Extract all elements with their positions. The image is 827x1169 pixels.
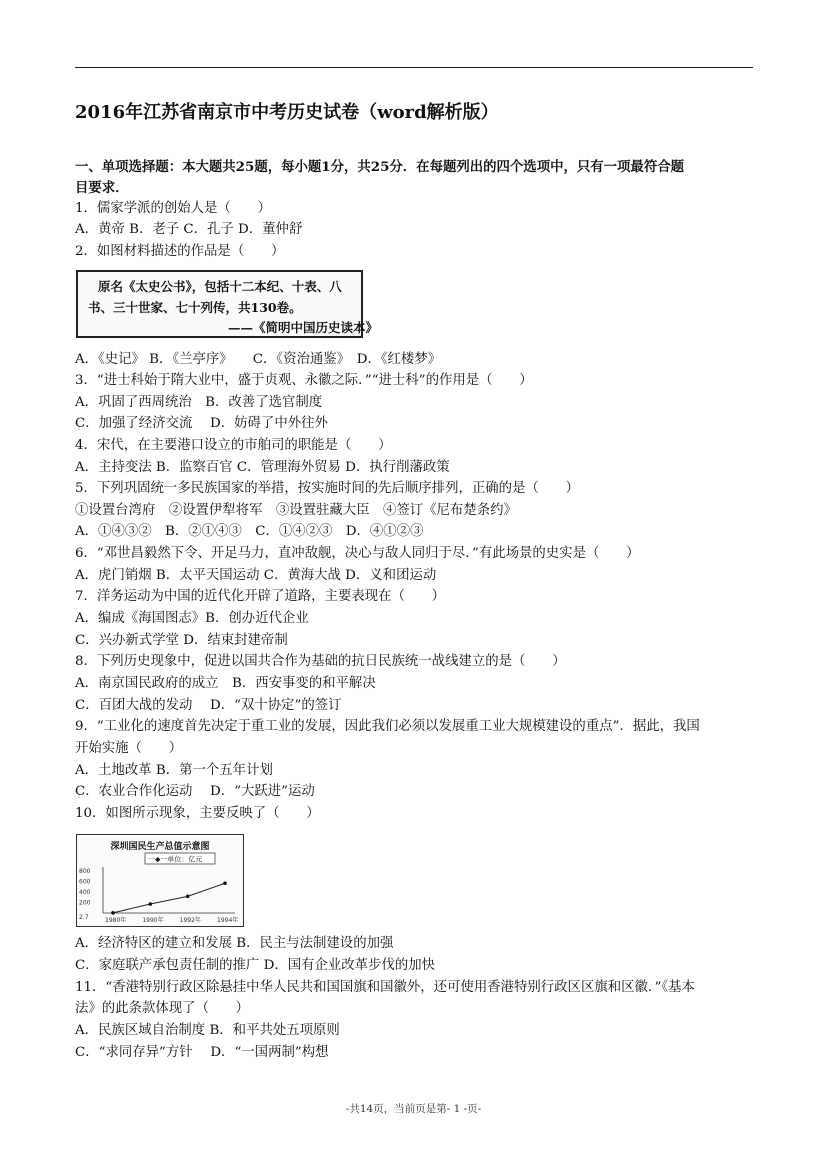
gdp-chart	[76, 834, 244, 927]
question-line: A．编成《海国图志》B．创办近代企业	[75, 611, 309, 626]
question-line: C．加强了经济交流 D．妨碍了中外往外	[75, 416, 328, 431]
section-heading-cont: 目要求．	[75, 180, 129, 196]
page-footer: -共14页，当前页是第- 1 -页-	[345, 1103, 482, 1115]
chart-y-tick-label: 2.7	[79, 914, 89, 921]
chart-y-tick-label: 800	[79, 868, 91, 875]
chart-data-point	[111, 911, 115, 915]
quote-source: ——《简明中国历史读本》	[228, 320, 379, 335]
question-line: A．黄帝 B．老子 C．孔子 D．董仲舒	[75, 222, 303, 237]
question-line: C．农业合作化运动 D．“大跃进”运动	[75, 784, 315, 799]
chart-data-point	[223, 881, 227, 885]
chart-y-tick-label: 600	[79, 878, 91, 886]
question-line: 1．儒家学派的创始人是（ ）	[75, 201, 271, 216]
chart-y-tick-label: 400	[79, 889, 91, 896]
question-line: C．“求同存异”方针 D．“一国两制”构想	[75, 1045, 329, 1060]
chart-series-line	[113, 883, 225, 913]
question-line: A．土地改革 B．第一个五年计划	[75, 763, 273, 778]
chart-x-tick-label: 1980年	[105, 917, 127, 924]
question-line: A．民族区域自治制度 B．和平共处五项原则	[75, 1023, 340, 1038]
question-line: A．《史记》 B．《兰亭序》 C．《资治通鉴》 D．《红楼梦》	[75, 352, 442, 367]
question-line: A．经济特区的建立和发展 B．民主与法制建设的加强	[75, 936, 394, 951]
chart-data-point	[186, 895, 190, 899]
question-line: 10．如图所示现象，主要反映了（ ）	[75, 806, 320, 821]
chart-y-tick-label: 200	[79, 899, 91, 907]
section-heading: 一、单项选择题：本大题共25题，每小题1分，共25分．在每题列出的四个选项中，只有一项最符合题	[75, 159, 684, 175]
quote-line: 原名《太史公书》，包括十二本纪、十表、八	[98, 279, 342, 294]
question-line: 6．“邓世昌毅然下令、开足马力，直冲敌舰，决心与敌人同归于尽．”有此场景的史实是（ ）	[75, 546, 640, 561]
quote-line: 书、三十世家、七十列传，共130卷。	[88, 300, 302, 315]
chart-x-tick-label: 1994年	[217, 917, 239, 924]
question-line: 8．下列历史现象中，促进以国共合作为基础的抗日民族统一战线建立的是（ ）	[75, 654, 566, 669]
page-title: 2016年江苏省南京市中考历史试卷（word解析版）	[75, 102, 499, 123]
question-line: C．百团大战的发动 D．“双十协定”的签订	[75, 698, 342, 713]
question-line: C．兴办新式学堂 D．结束封建帝制	[75, 633, 288, 648]
chart-x-tick-label: 1992年	[179, 917, 201, 924]
top-rule	[75, 67, 753, 68]
question-line: 4．宋代，在主要港口设立的市舶司的职能是（ ）	[75, 438, 392, 453]
chart-title: 深圳国民生产总值示意图	[110, 842, 210, 852]
question-line: 7．洋务运动为中国的近代化开辟了道路，主要表现在（ ）	[75, 589, 446, 604]
quote-figure	[76, 270, 379, 338]
question-line: A．主持变法 B．监察百官 C．管理海外贸易 D．执行削藩政策	[75, 460, 450, 475]
question-line: 9．“工业化的速度首先决定于重工业的发展，因此我们必须以发展重工业大规模建设的重点”．据此，我国	[75, 719, 700, 734]
question-line: 5．下列巩固统一多民族国家的举措，按实施时间的先后顺序排列，正确的是（ ）	[75, 481, 579, 496]
question-line: A．南京国民政府的成立 B．西安事变的和平解决	[75, 676, 376, 691]
question-line: 开始实施（ ）	[75, 741, 183, 756]
question-line: A．巩固了西周统治 B．改善了选官制度	[75, 395, 323, 410]
question-line: C．家庭联产承包责任制的推广 D．国有企业改革步伐的加快	[75, 958, 436, 973]
chart-data-point	[149, 902, 153, 906]
question-line: 法》的此条款体现了（ ）	[75, 1001, 250, 1016]
question-line: 11．“香港特别行政区除悬挂中华人民共和国国旗和国徽外，还可使用香港特别行政区区旗和区徽．”《基本	[75, 980, 695, 995]
chart-svg	[77, 835, 242, 925]
question-line: 3．“进士科始于隋大业中，盛于贞观、永徽之际．”“进士科”的作用是（ ）	[75, 373, 533, 388]
question-line: A．①④③② B．②①④③ C．①④②③ D．④①②③	[75, 524, 424, 539]
question-line: 2．如图材料描述的作品是（ ）	[75, 244, 285, 259]
question-line: A．虎门销烟 B．太平天国运动 C．黄海大战 D．义和团运动	[75, 568, 437, 583]
question-line: ①设置台湾府 ②设置伊犁将军 ③设置驻藏大臣 ④签订《尼布楚条约》	[75, 503, 517, 518]
chart-x-tick-label: 1990年	[142, 917, 164, 924]
chart-legend: 一◆一单位：亿元	[148, 855, 203, 864]
